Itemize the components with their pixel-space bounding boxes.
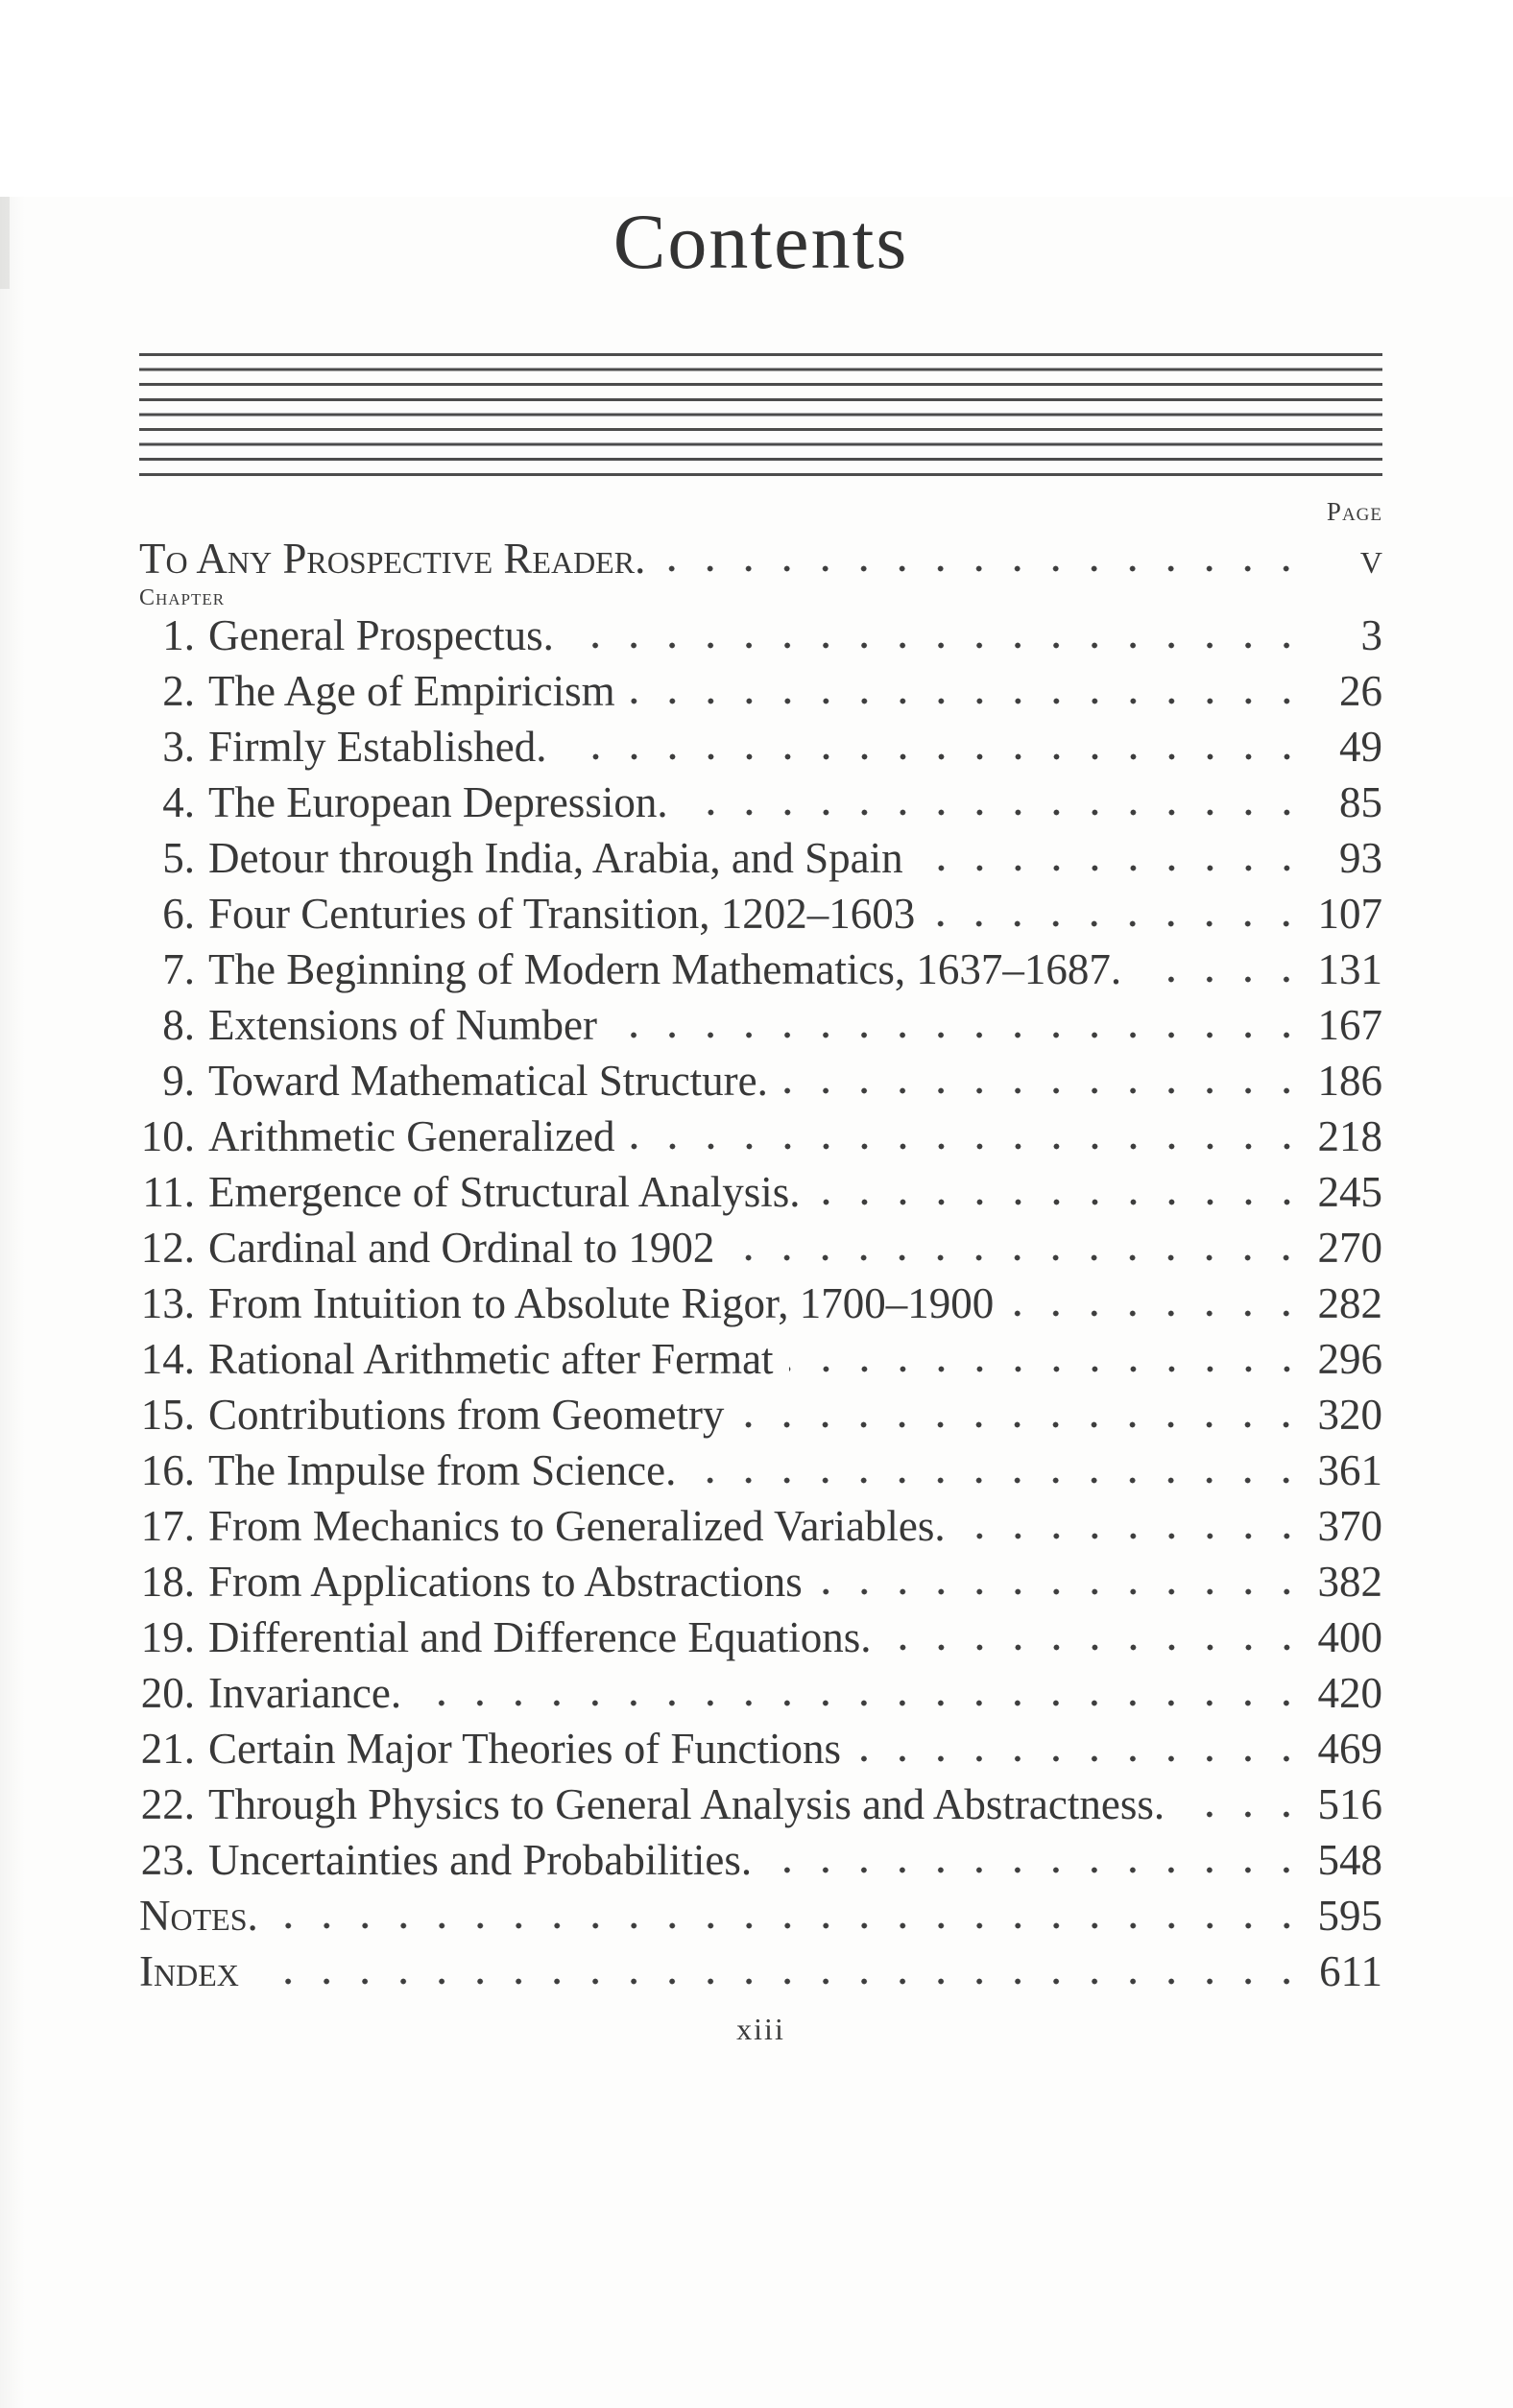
chapter-title: From Mechanics to Generalized Variables. bbox=[208, 1502, 946, 1550]
chapter-title: General Prospectus. bbox=[208, 611, 554, 659]
toc-row bbox=[139, 889, 1382, 944]
backmatter-label: Notes. bbox=[139, 1892, 258, 1940]
chapter-number: 5. bbox=[162, 834, 195, 882]
page-number: 361 bbox=[1317, 1446, 1382, 1494]
leader-dots bbox=[930, 919, 1300, 928]
leader-dots bbox=[612, 1031, 1300, 1039]
leader-dots bbox=[816, 1198, 1300, 1206]
chapter-title: The Impulse from Science. bbox=[208, 1446, 677, 1494]
page-number: 218 bbox=[1317, 1112, 1382, 1160]
chapter-number: 16. bbox=[140, 1446, 195, 1494]
chapter-title: Through Physics to General Analysis and Abstractness. bbox=[208, 1780, 1165, 1828]
toc-row bbox=[139, 1835, 1382, 1891]
leader-dots bbox=[789, 1365, 1300, 1373]
frontmatter-label: To Any Prospective Reader. bbox=[139, 535, 646, 583]
page-number: 516 bbox=[1317, 1780, 1382, 1828]
toc-row bbox=[139, 1668, 1382, 1724]
page-number: 296 bbox=[1317, 1335, 1382, 1383]
toc-row bbox=[139, 1000, 1382, 1056]
chapter-title: The European Depression. bbox=[208, 778, 668, 826]
chapter-title: Rational Arithmetic after Fermat bbox=[208, 1335, 774, 1383]
page-number: 282 bbox=[1317, 1279, 1382, 1327]
chapter-number: 12. bbox=[140, 1224, 195, 1272]
toc-row bbox=[139, 944, 1382, 1000]
chapter-title: The Age of Empiricism bbox=[208, 667, 615, 715]
toc-row-index bbox=[139, 1946, 1382, 2002]
chapter-number: 11. bbox=[142, 1168, 195, 1216]
chapter-title: Contributions from Geometry bbox=[208, 1391, 725, 1439]
page-number: 131 bbox=[1317, 945, 1382, 993]
chapter-number: 22. bbox=[140, 1780, 195, 1828]
page-number: 85 bbox=[1339, 778, 1382, 826]
leader-dots bbox=[887, 1643, 1300, 1652]
chapter-number: 23. bbox=[140, 1836, 195, 1884]
toc-row bbox=[139, 833, 1382, 889]
leader-dots bbox=[739, 1420, 1300, 1429]
chapter-title: Emergence of Structural Analysis. bbox=[208, 1168, 801, 1216]
chapter-number: 18. bbox=[140, 1558, 195, 1606]
chapter-title: Arithmetic Generalized bbox=[208, 1112, 615, 1160]
page-number: 26 bbox=[1339, 667, 1382, 715]
page-number: 320 bbox=[1317, 1391, 1382, 1439]
chapter-number: 3. bbox=[162, 723, 195, 771]
page-number: 3 bbox=[1360, 611, 1382, 659]
chapter-number: 19. bbox=[140, 1613, 195, 1661]
page-number: 370 bbox=[1317, 1502, 1382, 1550]
leader-dots bbox=[274, 1921, 1300, 1930]
toc-row bbox=[139, 1167, 1382, 1223]
leader-dots bbox=[961, 1532, 1300, 1540]
leader-dots bbox=[856, 1754, 1300, 1763]
toc-row bbox=[139, 777, 1382, 833]
chapter-number: 13. bbox=[140, 1279, 195, 1327]
chapter-number: 8. bbox=[162, 1001, 195, 1049]
toc-row bbox=[139, 1779, 1382, 1835]
page-number: 245 bbox=[1317, 1168, 1382, 1216]
page-column-header: Page bbox=[1326, 497, 1382, 526]
leader-dots bbox=[1180, 1810, 1300, 1819]
chapter-number: 2. bbox=[162, 667, 195, 715]
page-number: 548 bbox=[1317, 1836, 1382, 1884]
leader-dots bbox=[919, 864, 1300, 872]
chapter-column-header: Chapter bbox=[139, 585, 226, 610]
chapter-title: Detour through India, Arabia, and Spain bbox=[208, 834, 903, 882]
toc-row bbox=[139, 666, 1382, 722]
toc-row-notes bbox=[139, 1891, 1382, 1946]
page-content bbox=[0, 197, 1513, 2047]
backmatter-label: Index bbox=[139, 1947, 239, 1995]
page-number: 400 bbox=[1317, 1613, 1382, 1661]
chapter-title: From Intuition to Absolute Rigor, 1700–1900 bbox=[208, 1279, 995, 1327]
chapter-number: 17. bbox=[140, 1502, 195, 1550]
page-number: 611 bbox=[1319, 1947, 1382, 1995]
leader-dots bbox=[254, 1977, 1300, 1986]
chapter-title: Extensions of Number bbox=[208, 1001, 597, 1049]
toc-row bbox=[139, 1445, 1382, 1501]
leader-dots bbox=[730, 1253, 1300, 1262]
leader-dots bbox=[1137, 975, 1300, 984]
page-number: 595 bbox=[1317, 1892, 1382, 1940]
toc-row bbox=[139, 1334, 1382, 1390]
chapter-number: 15. bbox=[140, 1391, 195, 1439]
leader-dots bbox=[660, 564, 1300, 573]
toc-row-prospective-reader bbox=[139, 534, 1382, 584]
page-number: 469 bbox=[1317, 1725, 1382, 1773]
leader-dots bbox=[631, 1142, 1300, 1151]
toc-list bbox=[139, 610, 1382, 2002]
chapter-title: Differential and Difference Equations. bbox=[208, 1613, 872, 1661]
page-number: 93 bbox=[1339, 834, 1382, 882]
chapter-title: The Beginning of Modern Mathematics, 1637–1687. bbox=[208, 945, 1122, 993]
chapter-title: Toward Mathematical Structure. bbox=[208, 1057, 768, 1105]
page-title: Contents bbox=[612, 198, 909, 285]
page-number: v bbox=[1359, 535, 1382, 583]
leader-dots bbox=[818, 1587, 1300, 1596]
toc-row bbox=[139, 1557, 1382, 1612]
toc-row bbox=[139, 1111, 1382, 1167]
leader-dots bbox=[631, 697, 1300, 705]
leader-dots bbox=[569, 641, 1300, 650]
leader-dots bbox=[417, 1699, 1300, 1707]
toc-row bbox=[139, 1056, 1382, 1111]
chapter-number: 20. bbox=[140, 1669, 195, 1717]
chapter-title: From Applications to Abstractions bbox=[208, 1558, 803, 1606]
chapter-title: Firmly Established. bbox=[208, 723, 547, 771]
chapter-number: 7. bbox=[162, 945, 195, 993]
chapter-number: 9. bbox=[162, 1057, 195, 1105]
toc-row bbox=[139, 1612, 1382, 1668]
leader-dots bbox=[783, 1086, 1300, 1095]
toc-row bbox=[139, 722, 1382, 777]
page-number: 420 bbox=[1317, 1669, 1382, 1717]
folio-page-number: xiii bbox=[736, 2012, 785, 2046]
chapter-title: Cardinal and Ordinal to 1902 bbox=[208, 1224, 715, 1272]
toc-row bbox=[139, 1278, 1382, 1334]
chapter-number: 10. bbox=[140, 1112, 195, 1160]
contents-page bbox=[0, 197, 1513, 2408]
chapter-title: Four Centuries of Transition, 1202–1603 bbox=[208, 890, 916, 938]
toc-row bbox=[139, 610, 1382, 666]
chapter-number: 1. bbox=[162, 611, 195, 659]
decorative-rule-band bbox=[139, 353, 1382, 476]
toc-row bbox=[139, 1724, 1382, 1779]
page-number: 167 bbox=[1317, 1001, 1382, 1049]
page-number: 382 bbox=[1317, 1558, 1382, 1606]
chapter-number: 6. bbox=[162, 890, 195, 938]
leader-dots bbox=[1009, 1309, 1300, 1318]
leader-dots bbox=[563, 752, 1301, 761]
chapter-title: Certain Major Theories of Functions bbox=[208, 1725, 842, 1773]
page-number: 107 bbox=[1317, 890, 1382, 938]
page-number: 186 bbox=[1317, 1057, 1382, 1105]
chapter-number: 4. bbox=[162, 778, 195, 826]
chapter-title: Invariance. bbox=[208, 1669, 402, 1717]
page-number: 49 bbox=[1339, 723, 1382, 771]
toc-row bbox=[139, 1501, 1382, 1557]
chapter-number: 21. bbox=[140, 1725, 195, 1773]
toc-row bbox=[139, 1223, 1382, 1278]
chapter-title: Uncertainties and Probabilities. bbox=[208, 1836, 753, 1884]
toc-row bbox=[139, 1390, 1382, 1445]
leader-dots bbox=[691, 1476, 1300, 1485]
page-number: 270 bbox=[1317, 1224, 1382, 1272]
leader-dots bbox=[767, 1866, 1300, 1874]
leader-dots bbox=[684, 808, 1300, 817]
chapter-number: 14. bbox=[140, 1335, 195, 1383]
